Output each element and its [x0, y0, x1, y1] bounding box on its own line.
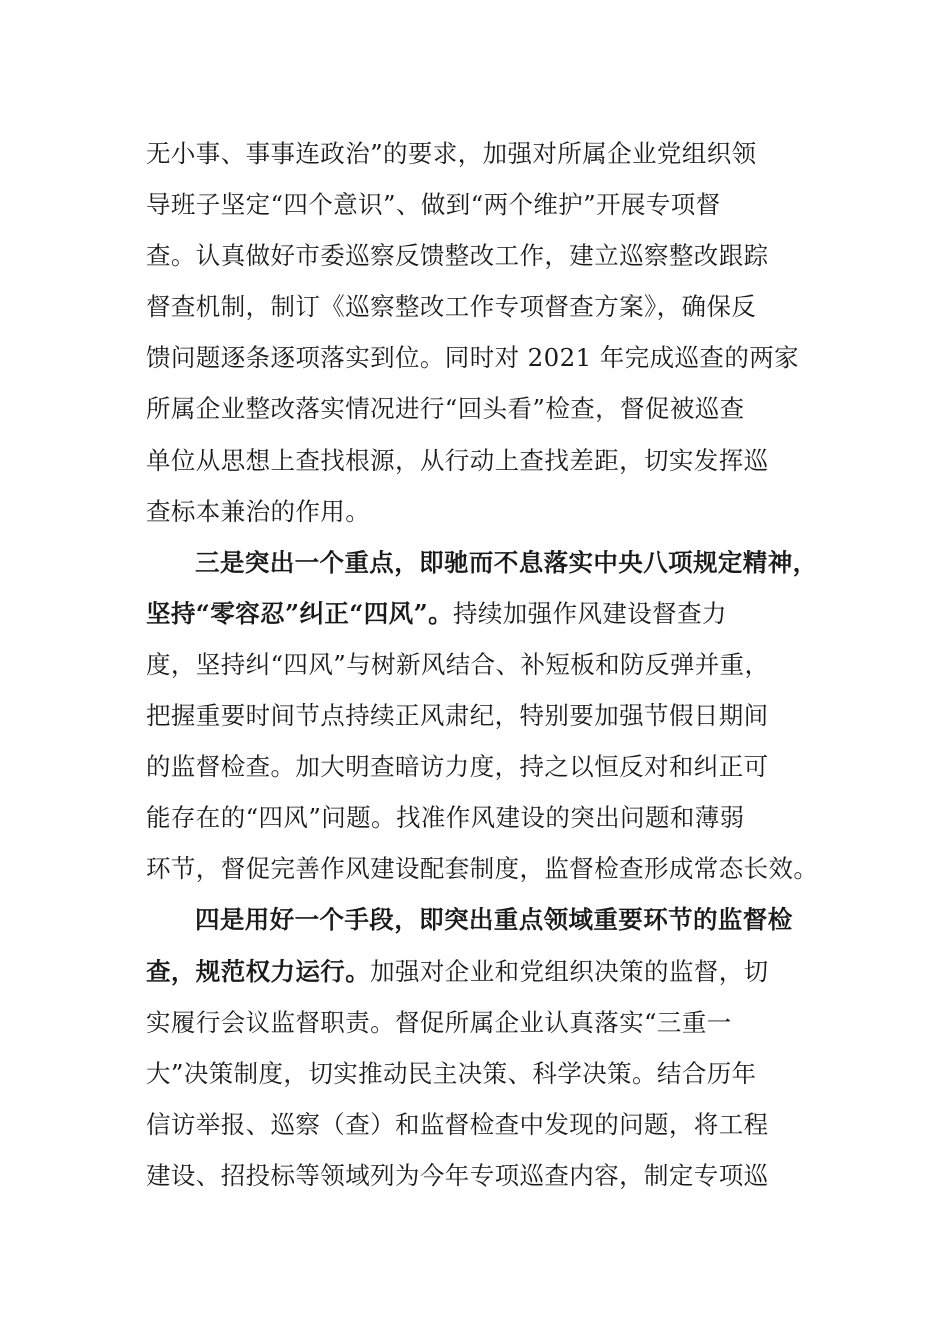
text-line [146, 230, 810, 281]
text-line [146, 537, 818, 588]
text-line [146, 894, 810, 945]
text-line [146, 383, 810, 434]
text-segment: 大”决策制度，切实推动民主决策、科学决策。结合历年 [146, 1058, 757, 1088]
bold-text-segment: 三是突出一个重点，即驰而不息落实中央八项规定精神， [195, 547, 818, 577]
text-segment: 的监督检查。加大明查暗访力度，持之以恒反对和纠正可 [146, 752, 769, 782]
bold-text-segment: 坚持“零容忍”纠正“四风”。 [146, 598, 453, 628]
text-line [146, 435, 810, 486]
text-segment: 加强对企业和党组织决策的监督，切 [370, 956, 769, 986]
paragraph-p3 [146, 894, 810, 1201]
text-segment: 度，坚持纠“四风”与树新风结合、补短板和防反弹并重， [146, 649, 770, 679]
text-line [146, 741, 810, 792]
text-line [146, 281, 810, 332]
text-segment: 环节，督促完善作风建设配套制度，监督检查形成常态长效。 [146, 854, 819, 884]
text-line [146, 997, 810, 1048]
text-segment: 能存在的“四风”问题。找准作风建设的突出问题和薄弱 [146, 803, 745, 833]
text-segment: 单位从思想上查找根源，从行动上查找差距，切实发挥巡 [146, 445, 769, 475]
bold-text-segment: 四是用好一个手段，即突出重点领域重要环节的监督检 [195, 905, 793, 935]
text-line [146, 1099, 810, 1150]
text-segment: 查。认真做好市委巡察反馈整改工作，建立巡察整改跟踪 [146, 241, 769, 271]
text-segment: 所属企业整改落实情况进行“回头看”检查，督促被巡查 [146, 394, 745, 424]
text-segment: 查标本兼治的作用。 [146, 496, 371, 526]
text-line [146, 792, 810, 843]
text-line [146, 1048, 810, 1099]
text-line [146, 1150, 810, 1201]
text-line [146, 639, 810, 690]
text-line [146, 332, 810, 383]
text-segment: 馈问题逐条逐项落实到位。同时对 2021 年完成巡查的两家 [146, 343, 800, 373]
text-segment: 导班子坚定“四个意识”、做到“两个维护”开展专项督 [146, 190, 721, 220]
paragraph-p2 [146, 537, 819, 895]
document-body [146, 128, 819, 1201]
text-segment: 实履行会议监督职责。督促所属企业认真落实“三重一 [146, 1007, 732, 1037]
text-line [146, 690, 810, 741]
text-segment: 督查机制，制订《巡察整改工作专项督查方案》，确保反 [146, 292, 757, 322]
text-line [146, 588, 810, 639]
text-segment: 持续加强作风建设督查力 [452, 598, 727, 628]
text-segment: 建设、招投标等领域列为今年专项巡查内容，制定专项巡 [146, 1160, 769, 1190]
text-line [146, 486, 810, 537]
text-line [146, 179, 810, 230]
bold-text-segment: 查，规范权力运行。 [146, 956, 371, 986]
text-segment: 无小事、事事连政治”的要求，加强对所属企业党组织领 [146, 139, 757, 168]
paragraph-p1 [146, 128, 810, 537]
text-segment: 把握重要时间节点持续正风肃纪，特别要加强节假日期间 [146, 701, 769, 731]
text-line [146, 946, 810, 997]
text-line [146, 843, 819, 894]
text-line [146, 128, 810, 179]
text-segment: 信访举报、巡察（查）和监督检查中发现的问题，将工程 [146, 1109, 769, 1139]
